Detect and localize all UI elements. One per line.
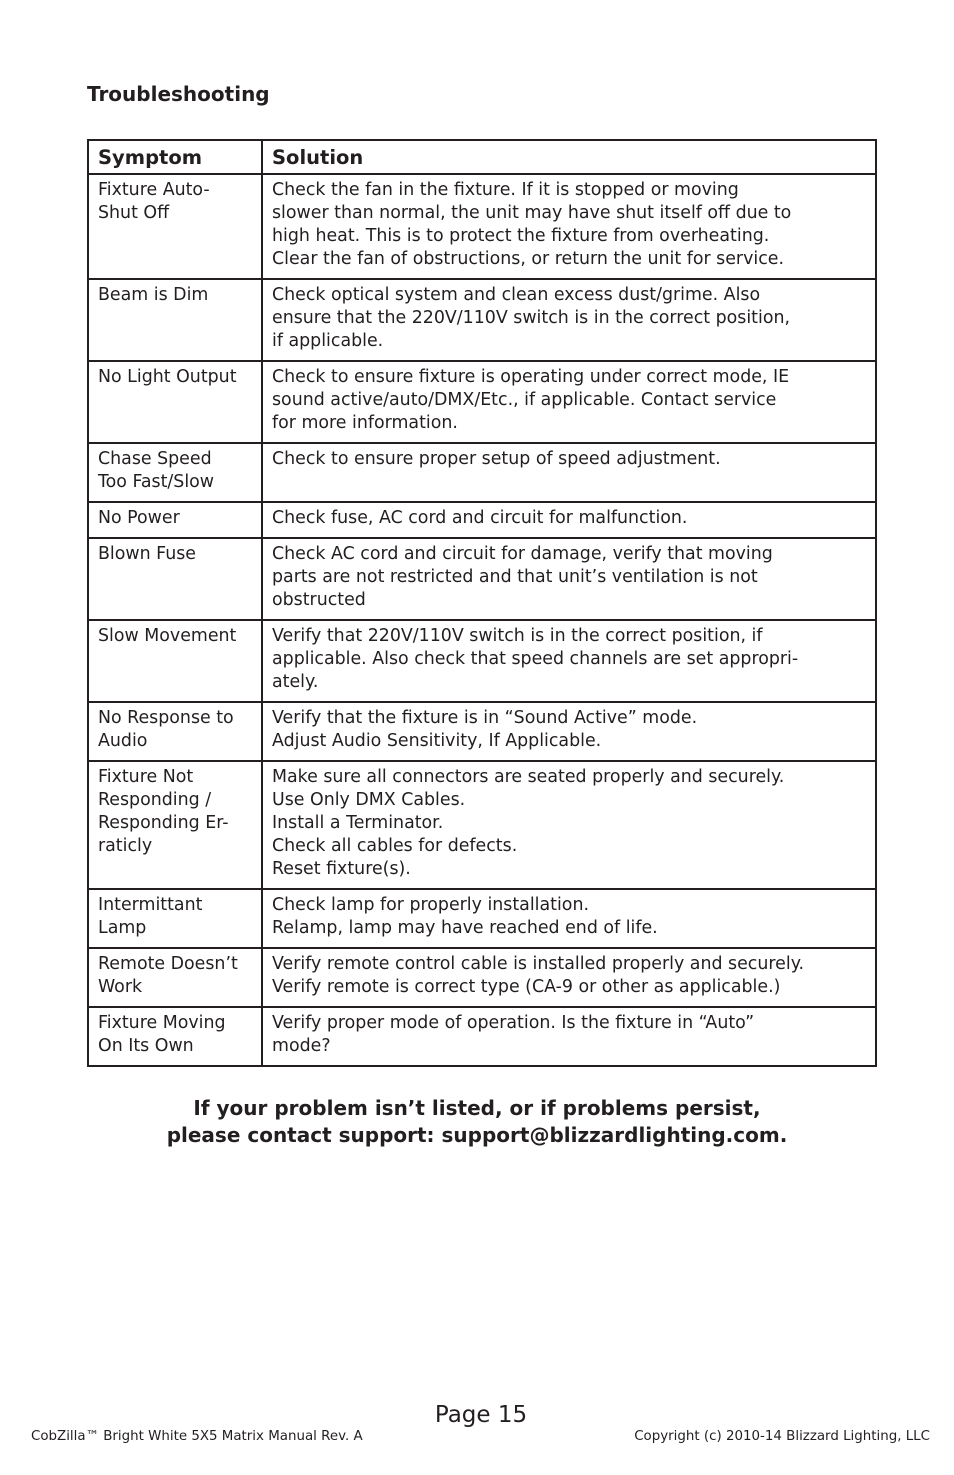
solution-cell: Verify remote control cable is installed properly and securely. Verify remote is correct type (CA-9 or other as applicable.) xyxy=(262,948,876,1007)
table-row xyxy=(88,702,876,761)
symptom-cell: No Power xyxy=(88,502,262,538)
solution-cell: Check optical system and clean excess dust/grime. Also ensure that the 220V/110V switch is in the correct position, if applicable. xyxy=(262,279,876,361)
footer-manual-title: CobZilla™ Bright White 5X5 Matrix Manual Rev. A xyxy=(31,1429,363,1444)
table-row xyxy=(88,443,876,502)
column-header-solution: Solution xyxy=(262,140,876,174)
table-row xyxy=(88,620,876,702)
symptom-cell: Beam is Dim xyxy=(88,279,262,361)
symptom-cell: No Response to Audio xyxy=(88,702,262,761)
solution-cell: Check to ensure proper setup of speed adjustment. xyxy=(262,443,876,502)
footer-copyright: Copyright (c) 2010-14 Blizzard Lighting, LLC xyxy=(634,1429,930,1444)
table-row xyxy=(88,889,876,948)
troubleshooting-table xyxy=(87,139,877,1067)
page-title: Troubleshooting xyxy=(87,82,270,106)
table-body xyxy=(88,174,876,1066)
symptom-cell: Blown Fuse xyxy=(88,538,262,620)
solution-cell: Verify that 220V/110V switch is in the correct position, if applicable. Also check that speed channels are set appropri- ately. xyxy=(262,620,876,702)
symptom-cell: Intermittant Lamp xyxy=(88,889,262,948)
symptom-cell: Fixture Auto- Shut Off xyxy=(88,174,262,279)
symptom-cell: No Light Output xyxy=(88,361,262,443)
symptom-cell: Chase Speed Too Fast/Slow xyxy=(88,443,262,502)
solution-cell: Check AC cord and circuit for damage, verify that moving parts are not restricted and that unit’s ventilation is not obstructed xyxy=(262,538,876,620)
solution-cell: Check to ensure fixture is operating under correct mode, IE sound active/auto/DMX/Etc., if applicable. Contact service for more information. xyxy=(262,361,876,443)
symptom-cell: Remote Doesn’t Work xyxy=(88,948,262,1007)
page-number: Page 15 xyxy=(434,1402,528,1428)
support-note xyxy=(0,1095,954,1149)
solution-cell: Make sure all connectors are seated properly and securely. Use Only DMX Cables. Install a Terminator. Check all cables for defects. Reset fixture(s). xyxy=(262,761,876,889)
table-header-row xyxy=(88,140,876,174)
table-row xyxy=(88,538,876,620)
symptom-cell: Fixture Moving On Its Own xyxy=(88,1007,262,1066)
solution-cell: Check lamp for properly installation. Relamp, lamp may have reached end of life. xyxy=(262,889,876,948)
solution-cell: Verify proper mode of operation. Is the fixture in “Auto” mode? xyxy=(262,1007,876,1066)
table-row xyxy=(88,361,876,443)
solution-cell: Check fuse, AC cord and circuit for malfunction. xyxy=(262,502,876,538)
support-note-line-1: If your problem isn’t listed, or if problems persist, xyxy=(193,1096,761,1120)
table-row xyxy=(88,1007,876,1066)
table-row xyxy=(88,948,876,1007)
table-row xyxy=(88,761,876,889)
symptom-cell: Fixture Not Responding / Responding Er- raticly xyxy=(88,761,262,889)
table-row xyxy=(88,502,876,538)
support-note-line-2: please contact support: support@blizzardlighting.com. xyxy=(166,1123,788,1147)
solution-cell: Check the fan in the fixture. If it is stopped or moving slower than normal, the unit may have shut itself off due to high heat. This is to protect the fixture from overheating. Clear the fan of obstructions, or return the unit for service. xyxy=(262,174,876,279)
column-header-symptom: Symptom xyxy=(88,140,262,174)
table-row xyxy=(88,174,876,279)
table-row xyxy=(88,279,876,361)
solution-cell: Verify that the fixture is in “Sound Active” mode. Adjust Audio Sensitivity, If Applicable. xyxy=(262,702,876,761)
symptom-cell: Slow Movement xyxy=(88,620,262,702)
